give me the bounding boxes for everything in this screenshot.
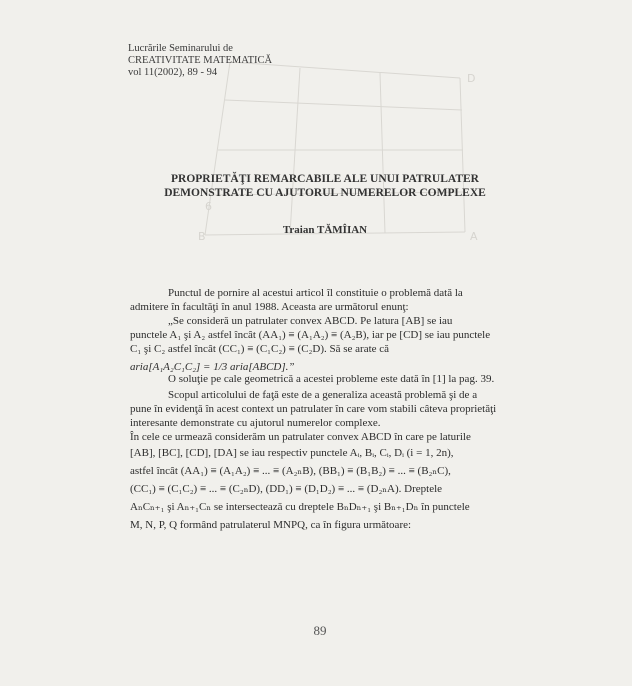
text-line: Punctul de pornire al acestui articol îl constituie o problemă dată la [168, 287, 463, 299]
text-line: „Se consideră un patrulater convex ABCD. Pe latura [AB] se iau [168, 315, 453, 327]
text-line: astfel încât (AA₁) ≡ (A₁A₂) ≡ ... ≡ (A₂ₙB), (BB₁) ≡ (B₁B₂) ≡ ... ≡ (B₂ₙC), [130, 465, 451, 477]
svg-text:A: A [470, 230, 478, 243]
text-line: În cele ce urmează considerăm un patrulater convex ABCD în care pe laturile [130, 431, 471, 443]
text-line: Scopul articolului de faţă este de a generaliza această problemă şi de a [168, 389, 478, 401]
author-name: Traian TĂMÎIAN [282, 224, 368, 236]
text-line: pune în evidenţă în acest context un patrulater în care vom stabili câteva proprietăţi [130, 403, 497, 415]
text-line: admitere în facultăţi în anul 1988. Aceasta are următorul enunţ: [130, 301, 409, 313]
paragraph-intro [130, 286, 518, 374]
text-line: AₙCₙ₊₁ şi Aₙ₊₁Cₙ se intersectează cu dreptele BₙDₙ₊₁ şi Bₙ₊₁Dₙ în punctele [130, 501, 470, 513]
text-line: [AB], [BC], [CD], [DA] se iau respectiv punctele Aᵢ, Bᵢ, Cᵢ, Dᵢ (i = 1, 2n), [130, 447, 454, 459]
title-line-1: PROPRIETĂŢI REMARCABILE ALE UNUI PATRULATER [171, 173, 479, 185]
text-line: aria[A₁A₂C₁C₂] = 1/3 aria[ABCD].” [130, 361, 295, 373]
paragraph-construction [130, 430, 518, 532]
paragraph-scope [130, 388, 518, 430]
article-title [130, 172, 520, 200]
journal-header [128, 43, 272, 79]
text-line: (CC₁) ≡ (C₁C₂) ≡ ... ≡ (C₂ₙD), (DD₁) ≡ (D₁D₂) ≡ ... ≡ (D₂ₙA). Dreptele [130, 483, 443, 495]
paragraph-solution-ref [130, 372, 518, 386]
header-line-1: Lucrările Seminarului de [128, 43, 233, 54]
title-line-2: DEMONSTRATE CU AJUTORUL NUMERELOR COMPLEXE [164, 187, 486, 199]
page-number: 89 [313, 623, 327, 638]
svg-text:D: D [467, 72, 476, 85]
text-line: O soluţie pe cale geometrică a acestei probleme este dată în [1] la pag. 39. [168, 373, 495, 385]
text-line: C₁ şi C₂ astfel încât (CC₁) ≡ (C₁C₂) ≡ (C₂D). Să se arate că [130, 343, 390, 355]
text-line: M, N, P, Q formând patrulaterul MNPQ, ca în figura următoare: [130, 519, 412, 531]
header-line-2: CREATIVITATE MATEMATICĂ [128, 55, 273, 66]
text-line: punctele A₁ şi A₂ astfel încât (AA₁) ≡ (A₁A₂) ≡ (A₂B), iar pe [CD] se iau punctele [130, 329, 491, 341]
svg-text:6: 6 [205, 200, 212, 213]
header-line-3: vol 11(2002), 89 - 94 [128, 67, 218, 78]
svg-text:B: B [198, 230, 206, 243]
text-line: interesante demonstrate cu ajutorul numerelor complexe. [130, 417, 381, 429]
